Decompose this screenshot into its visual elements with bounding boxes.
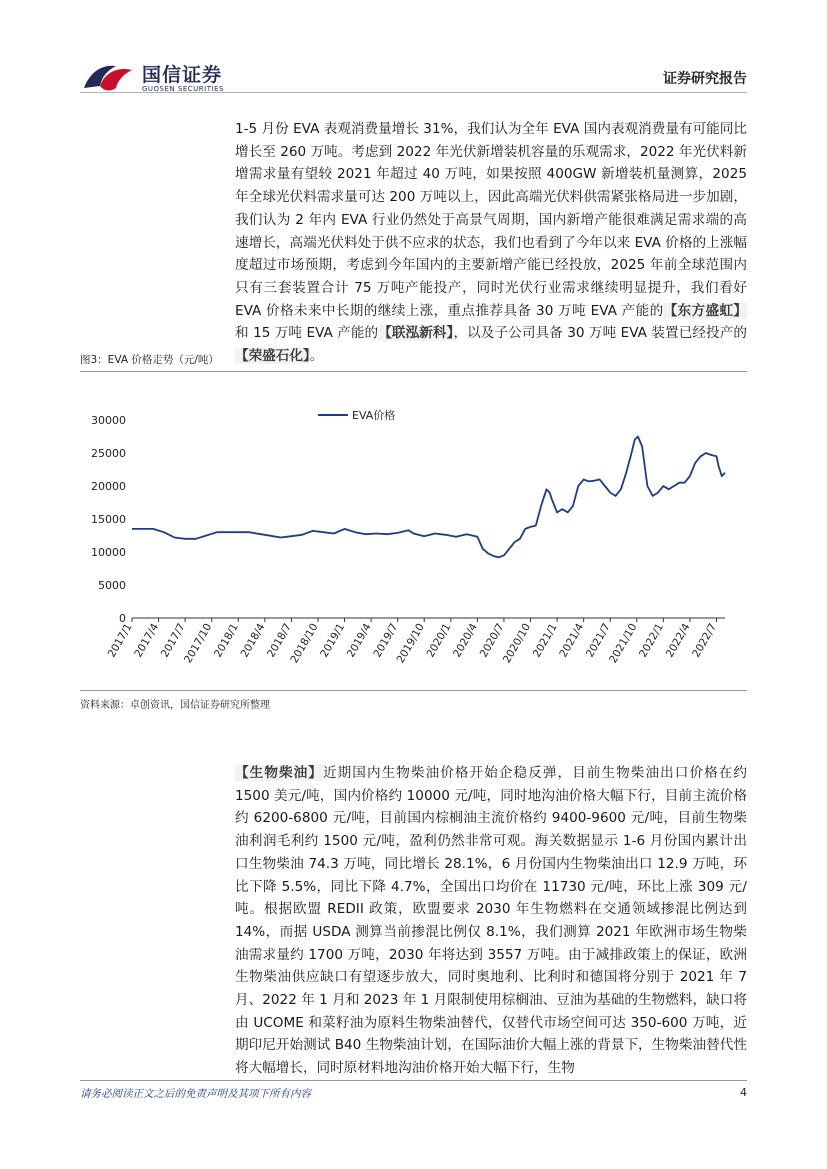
y-tick-label: 15000 xyxy=(91,513,126,526)
x-tick-label: 2021/7 xyxy=(583,621,613,660)
x-tick-label: 2018/10 xyxy=(288,621,321,666)
y-tick-label: 0 xyxy=(119,612,126,625)
page-number: 4 xyxy=(740,1086,747,1099)
highlight-company: 【东方盛虹】 xyxy=(663,302,747,319)
logo-text-cn: 国信证券 xyxy=(142,64,223,86)
biodiesel-paragraph xyxy=(235,762,747,1080)
x-tick-label: 2022/4 xyxy=(663,621,693,660)
figure-bottom-divider xyxy=(80,690,747,691)
paragraph-text: 1-5 月份 EVA 表观消费量增长 31%，我们认为全年 EVA 国内表观消费量有可能同比增长至 260 万吨。考虑到 2022 年光伏新增装机容量的乐观需求，2022 年光伏料新增需求量有望较 2021 年超过 40 万吨，如果按照 400GW 新增装机量测算，2025 年全球光伏料需求量可达 200 万吨以上，因此高端光伏料供需紧张格局进一步加剧，我们认为 2 年内 EVA 行业仍然处于高景气周期，国内新增产能很难满足需求端的高速增长，高端光伏料处于供不应求的状态，我们也看到了今年以来 EVA 价格的上涨幅度超过市场预期，考虑到今年国内的主要新增产能已经投放，2025 年前全球范围内只有三套装置合计 75 万吨产能投产，同时光伏行业需求继续明显提升，我们看好 EVA 价格未来中长期的继续上涨，重点推荐具备 30 万吨 EVA 产能的 xyxy=(235,121,747,319)
highlight-company: 【联泓新科】 xyxy=(378,325,454,342)
legend-label: EVA价格 xyxy=(352,409,396,422)
series-line-eva xyxy=(132,437,725,558)
x-tick-label: 2017/4 xyxy=(132,621,162,660)
eva-price-chart xyxy=(80,395,747,687)
y-tick-label: 30000 xyxy=(91,414,126,427)
x-axis xyxy=(106,618,719,665)
header-divider xyxy=(80,92,747,93)
x-tick-label: 2018/4 xyxy=(238,621,268,660)
chart-legend xyxy=(318,408,395,422)
x-tick-label: 2017/1 xyxy=(105,621,135,660)
footer-disclaimer: 请务必阅读正文之后的免责声明及其项下所有内容 xyxy=(80,1088,311,1100)
paragraph-text: 。 xyxy=(309,348,324,365)
x-tick-label: 2020/1 xyxy=(424,621,454,660)
x-tick-label: 2021/1 xyxy=(530,621,560,660)
x-tick-label: 2018/7 xyxy=(265,621,295,660)
x-tick-label: 2019/7 xyxy=(371,621,401,660)
highlight-sector: 【生物柴油】 xyxy=(235,765,323,781)
x-tick-label: 2017/10 xyxy=(182,621,215,666)
y-tick-label: 25000 xyxy=(91,447,126,460)
highlight-company: 【荣盛石化】 xyxy=(235,348,310,365)
x-tick-label: 2019/1 xyxy=(318,621,348,660)
x-tick-label: 2021/4 xyxy=(557,621,587,660)
x-tick-label: 2017/7 xyxy=(158,621,188,660)
figure-source: 资料来源：卓创资讯，国信证券研究所整理 xyxy=(80,700,270,711)
x-tick-label: 2020/7 xyxy=(477,621,507,660)
x-tick-label: 2022/1 xyxy=(637,621,666,660)
x-tick-label: 2020/4 xyxy=(451,621,480,660)
paragraph-text: 近期国内生物柴油价格开始企稳反弹，目前生物柴油出口价格在约 1500 美元/吨，国内价格约 10000 元/吨，同时地沟油价格大幅下行，目前主流价格约 6200-6800 元/吨，目前国内棕榈油主流价格约 9400-9600 元/吨，目前生物柴油利润毛利约 1500 元/吨，盈利仍然非常可观。海关数据显示 1-6 月份国内累计出口生物柴油 74.3 万吨，同比增长 28.1%，6 月份国内生物柴油出口 12.9 万吨，环比下降 5.5%，同比下降 4.7%，全国出口均价在 11730 元/吨，环比上涨 309 元/吨。根据欧盟 REDII 政策，欧盟要求 2030 年生物燃料在交通领域掺混比例达到 14%，而据 USDA 测算当前掺混比例仅 8.1%，我们测算 2021 年欧洲市场生物柴油需求量约 1700 万吨，2030 年将达到 3557 万吨。由于减排政策上的保证，欧洲生物柴油供应缺口有望逐步放大，同时奥地利、比利时和德国将分别于 2021 年 7 月、2022 年 1 月和 2023 年 1 月限制使用棕榈油、豆油为基础的生物燃料，缺口将由 UCOME 和菜籽油为原料生物柴油替代，仅替代市场空间可达 350-600 万吨，近期印尼开始测试 B40 生物柴油计划，在国际油价大幅上涨的背景下，生物柴油替代性将大幅增长，同时原材料地沟油价格开始大幅下行，生物 xyxy=(235,765,748,1077)
paragraph-text: ，以及子公司具备 30 万吨 EVA 装置已经投产的 xyxy=(453,325,747,342)
y-tick-label: 10000 xyxy=(91,546,126,559)
x-tick-label: 2019/10 xyxy=(394,621,427,666)
figure-caption: 图3：EVA 价格走势（元/吨） xyxy=(80,352,747,372)
x-tick-label: 2019/4 xyxy=(344,621,374,660)
x-tick-label: 2021/10 xyxy=(607,621,640,666)
footer-divider xyxy=(80,1080,747,1081)
y-tick-label: 20000 xyxy=(91,480,126,493)
x-tick-label: 2020/10 xyxy=(500,621,534,666)
logo-text-en: GUOSEN SECURITIES xyxy=(142,85,224,93)
x-tick-label: 2022/7 xyxy=(690,621,720,660)
x-tick-label: 2018/1 xyxy=(212,621,241,660)
paragraph-text: 和 15 万吨 EVA 产能的 xyxy=(235,325,379,342)
y-tick-label: 5000 xyxy=(98,579,126,592)
document-type-label: 证券研究报告 xyxy=(663,71,747,87)
y-axis xyxy=(91,414,126,625)
eva-paragraph xyxy=(235,118,747,368)
